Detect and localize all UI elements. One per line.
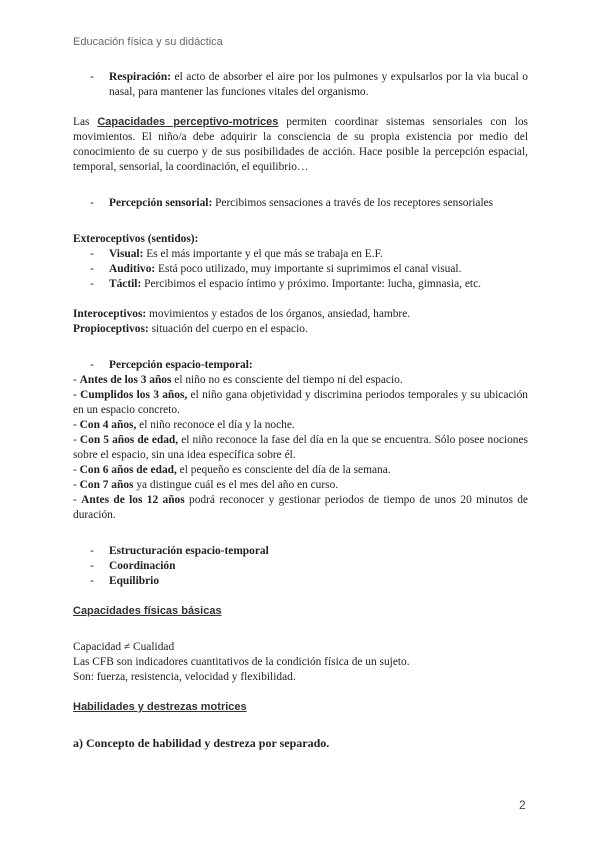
term-respiracion: Respiración: <box>109 71 172 83</box>
list-item: - Con 4 años, el niño reconoce el día y la noche. <box>73 419 295 431</box>
bullet-estructuracion: - Estructuración espacio-temporal <box>90 545 269 557</box>
heading-exteroceptivos: Exteroceptivos (sentidos): <box>73 233 199 245</box>
list-item: - Visual: Es el más importante y el que más se trabaja en E.F. <box>90 248 383 260</box>
link-capacidades-perceptivo-motrices[interactable]: Capacidades perceptivo-motrices <box>97 116 279 128</box>
paragraph-capacidades: Las Capacidades perceptivo-motrices permiten coordinar sistemas sensoriales con los movimientos. El niño/a debe adquirir la consciencia de su propia existencia por medio del conocimiento de su cuerpo y de sus posibilidades de acción. Hace posible la percepción espacial, temporal, sensorial, la coordinación, el equilibrio… <box>73 116 528 173</box>
list-item: - Con 7 años ya distingue cuál es el mes del año en curso. <box>73 479 339 491</box>
list-item: - Táctil: Percibimos el espacio íntimo y próximo. Importante: lucha, gimnasia, etc. <box>90 278 482 290</box>
list-item: - Cumplidos los 3 años, el niño gana objetividad y discrimina periodos temporales y su ubicación en un espacio concreto. <box>73 389 528 416</box>
bullet-dash: - <box>90 71 94 83</box>
line-interoceptivos: Interoceptivos: movimientos y estados de los órganos, ansiedad, hambre. <box>73 308 411 320</box>
bullet-equilibrio: - Equilibrio <box>90 575 160 587</box>
subheading-concepto: a) Concepto de habilidad y destreza por separado. <box>73 736 330 750</box>
text-respiracion: el acto de absorber el aire por los pulmones y expulsarlos por la via bucal o nasal, para mantener las funciones vitales del organismo. <box>109 71 528 98</box>
bullet-percepcion-sensorial: - Percepción sensorial: Percibimos sensaciones a través de los receptores sensoriales <box>90 197 494 209</box>
list-item: - Antes de los 3 años el niño no es consciente del tiempo ni del espacio. <box>73 374 403 386</box>
list-item: - Antes de los 12 años podrá reconocer y gestionar periodos de tiempo de unos 20 minutos de duración. <box>73 494 528 521</box>
page-number: 2 <box>519 798 526 812</box>
cfb-line-2: Las CFB son indicadores cuantitativos de la condición física de un sujeto. <box>73 656 410 668</box>
list-item: - Con 6 años de edad, el pequeño es consciente del día de la semana. <box>73 464 391 476</box>
bullet-respiracion <box>73 70 528 100</box>
term-percepcion-sensorial: Percepción sensorial: <box>109 197 213 209</box>
line-propioceptivos: Propioceptivos: situación del cuerpo en el espacio. <box>73 323 308 335</box>
bullet-coordinacion: - Coordinación <box>90 560 176 572</box>
list-item: - Auditivo: Está poco utilizado, muy importante si suprimimos el canal visual. <box>90 263 462 275</box>
list-item: - Con 5 años de edad, el niño reconoce la fase del día en la que se encuentra. Sólo posee nociones sobre el espacio, sin una idea específica sobre él. <box>73 434 528 461</box>
cfb-line-1: Capacidad ≠ Cualidad <box>73 641 175 653</box>
page-header: Educación física y su didáctica <box>73 36 223 48</box>
heading-percepcion-espacio-temporal: - Percepción espacio-temporal: <box>90 359 253 371</box>
section-title-cfb: Capacidades físicas básicas <box>73 605 222 617</box>
page-content <box>73 70 528 751</box>
section-title-habilidades: Habilidades y destrezas motrices <box>73 701 247 713</box>
cfb-line-3: Son: fuerza, resistencia, velocidad y flexibilidad. <box>73 671 296 683</box>
